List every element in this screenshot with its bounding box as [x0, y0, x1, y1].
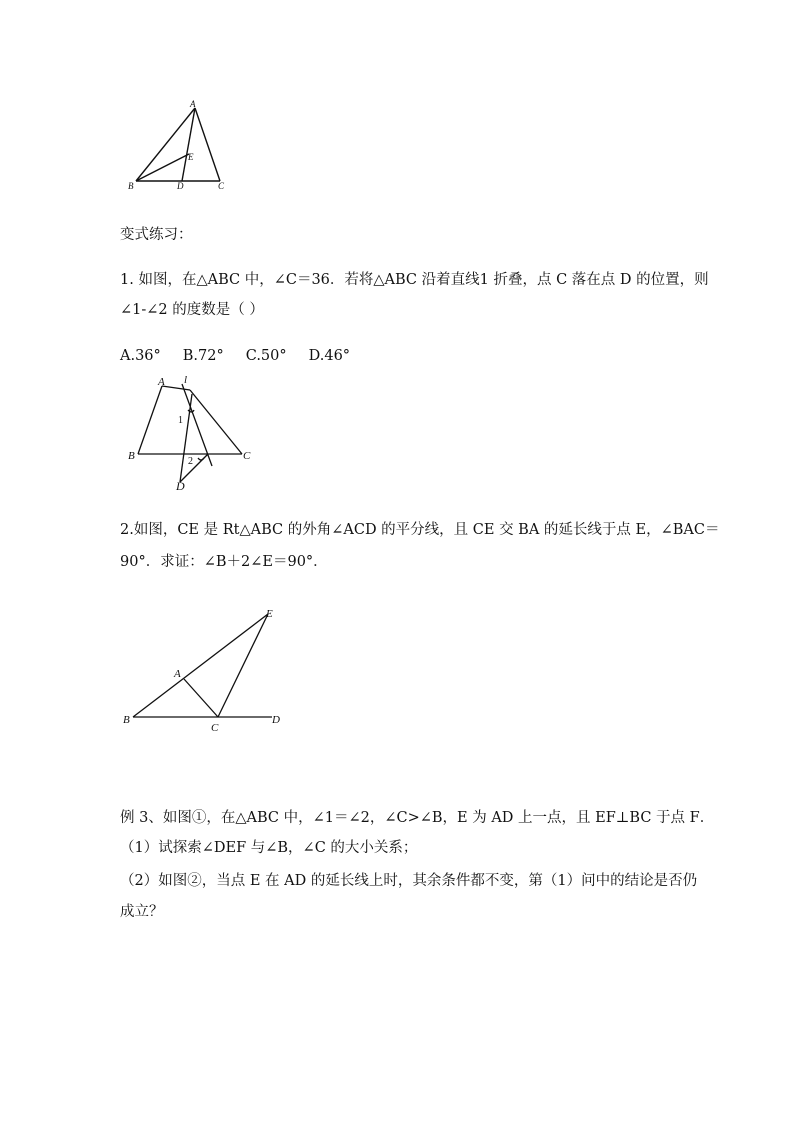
label-b: B — [128, 181, 134, 191]
label-c: C — [211, 722, 219, 734]
segment-fold-to-c — [190, 390, 242, 454]
label-b: B — [123, 714, 130, 726]
label-b: B — [128, 450, 135, 462]
segment-be — [133, 614, 268, 717]
q1-line1: 1. 如图，在△ABC 中，∠C＝36．若将△ABC 沿着直线1 折叠，点 C 落在点 D 的位置，则 — [120, 272, 709, 288]
label-c: C — [243, 450, 251, 462]
segment-ab — [136, 108, 195, 181]
figure-fold — [122, 372, 262, 494]
label-c: C — [218, 181, 225, 191]
angle-mark-2 — [198, 458, 204, 460]
figure-triangle-abc-ade — [120, 96, 240, 196]
label-d: D — [177, 181, 184, 191]
figure-right-triangle-bisector — [120, 600, 290, 740]
label-e: E — [188, 152, 194, 162]
ex3-line3: （2）如图②，当点 E 在 AD 的延长线上时，其余条件都不变，第（1）问中的结论是否仍 — [120, 873, 698, 889]
choice-c: C.50° — [245, 348, 287, 364]
ex3-line4: 成立？ — [120, 904, 164, 920]
segment-ac-top — [162, 386, 190, 390]
segment-ad — [182, 108, 195, 181]
q2-line1: 2.如图，CE 是 Rt△ABC 的外角∠ACD 的平分线，且 CE 交 BA 的延长线于点 E，∠BAC＝ — [120, 522, 720, 538]
label-d: D — [272, 714, 280, 726]
label-a: A — [190, 99, 196, 109]
section-title: 变式练习： — [120, 227, 193, 243]
choice-b: B.72° — [182, 348, 224, 364]
label-a: A — [158, 376, 165, 388]
segment-fd-1 — [180, 394, 192, 482]
label-d: D — [176, 479, 185, 493]
q1-line2: ∠1-∠2 的度数是（ ） — [120, 302, 264, 318]
label-l: l — [184, 374, 188, 386]
segment-be — [136, 154, 189, 181]
choice-a: A.36° — [120, 348, 161, 364]
ex3-line1: 例 3、如图①，在△ABC 中，∠1＝∠2，∠C>∠B，E 为 AD 上一点，且 EF⊥BC 于点 F． — [120, 810, 715, 826]
segment-ab — [138, 386, 162, 454]
segment-ac — [195, 108, 220, 181]
q1-choices — [120, 346, 680, 366]
label-2: 2 — [188, 456, 193, 467]
label-a: A — [174, 668, 181, 680]
label-1: 1 — [178, 415, 183, 426]
label-e: E — [266, 608, 273, 620]
segment-ac — [184, 679, 218, 717]
ex3-line2: （1）试探索∠DEF 与∠B，∠C 的大小关系； — [120, 840, 418, 856]
segment-ce — [218, 614, 268, 717]
q2-line2: 90°．求证：∠B＋2∠E＝90°． — [120, 554, 328, 570]
choice-d: D.46° — [308, 348, 351, 364]
